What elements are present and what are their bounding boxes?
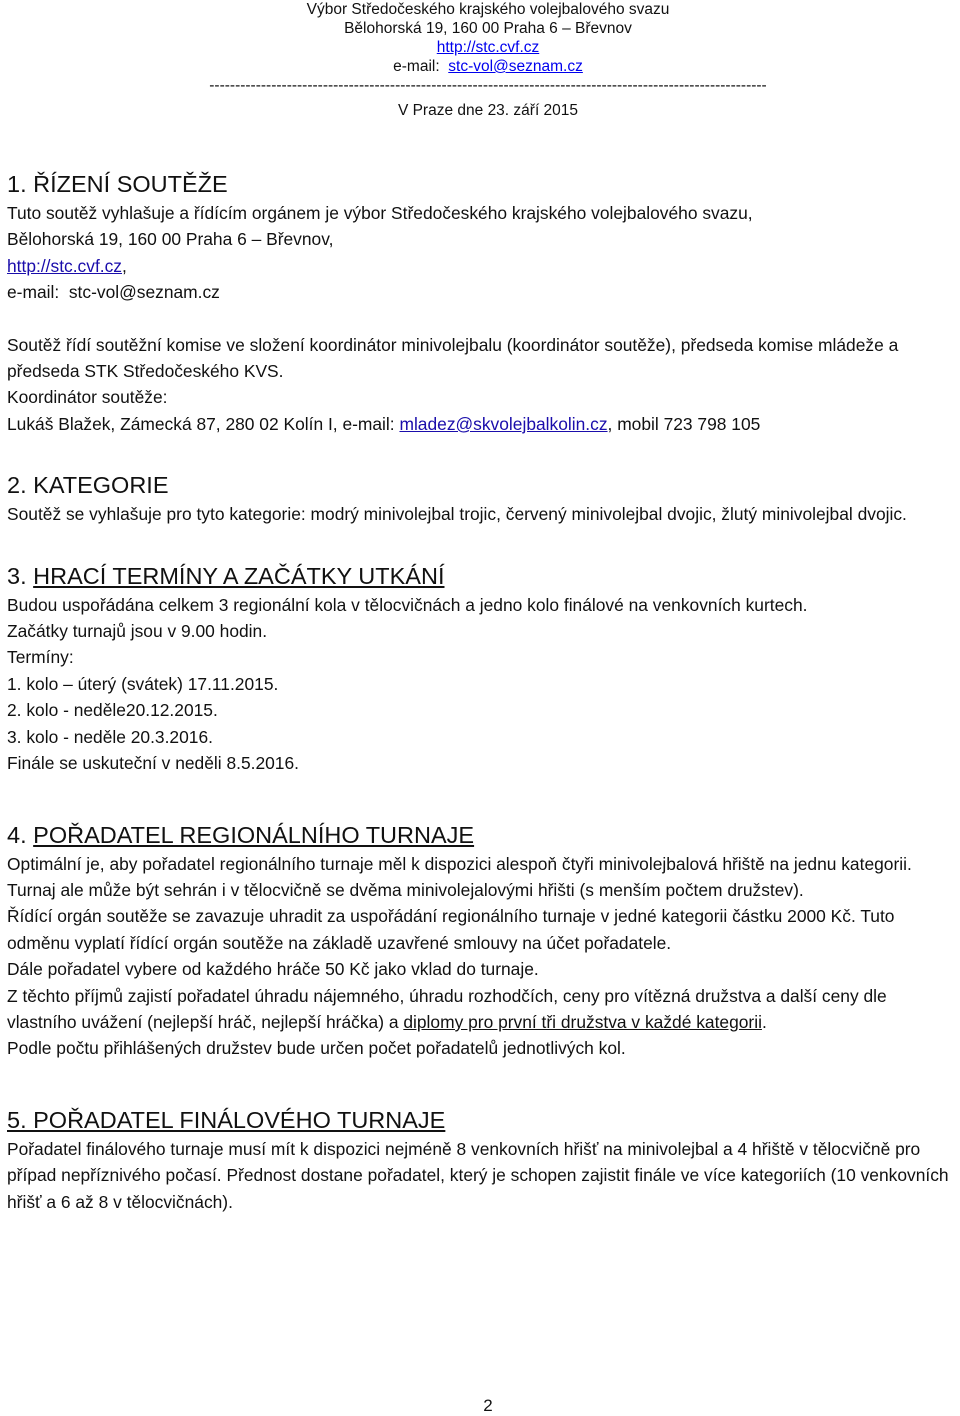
s3-term-final: Finále se uskuteční v neděli 8.5.2016. [7, 753, 299, 774]
s2-text: Soutěž se vyhlašuje pro tyto kategorie: modrý minivolejbal trojic, červený minivolejbal dvojic, žlutý minivolejbal dvojic. [7, 504, 907, 525]
section-4-heading: 4. POŘADATEL REGIONÁLNÍHO TURNAJE [7, 821, 475, 848]
s3-term-2: 2. kolo - neděle20.12.2015. [7, 700, 218, 721]
document-body: 1. ŘÍZENÍ SOUTĚŽE Tuto soutěž vyhlašuje a řídícím orgánem je výbor Středočeského krajského volejbalového svazu, Bělohorská 19, 160 00 Praha 6 – Břevnov, http://stc.cvf.cz, e-mail: stc-vol@seznam.cz Soutěž řídí soutěžní komise ve složení koordinátor minivolejbalu (koordinátor soutěže), předseda komise mládeže a předseda STK Středočeského KVS. Koordinátor soutěže: Lukáš Blažek, Zámecká 87, 280 02 Kolín I, e-mail: mladez@skvolejbalkolin.cz, mobil 723 798 105 2. KATEGORIE Soutěž se vyhlašuje pro tyto kategorie: modrý minivolejbal trojic, červený minivolejbal dvojic, žlutý minivolejbal dvojic. 3. HRACÍ TERMÍNY A ZAČÁTKY UTKÁNÍ Budou uspořádána celkem 3 regionální kola v tělocvičnách a jedno kolo finálové na venkovních kurtech. Začátky turnajů jsou v 9.00 hodin. Termíny: 1. kolo – úterý (svátek) 17.11.2015. 2. kolo - neděle20.12.2015. 3. kolo - neděle 20.3.2016. Finále se uskuteční v neděli 8.5.2016. 4. POŘADATEL REGIONÁLNÍHO TURNAJE Optimální je, aby pořadatel regionálního turnaje měl k dispozici alespoň čtyři minivolejbalová hřiště na jednu kategorii. Turnaj ale může být sehrán i v tělocvičně se dvěma minivolejalovými hřišti (s menším počtem družstev). Řídící orgán soutěže se zavazuje uhradit za uspořádání regionálního turnaje v jedné kategorii částku 2000 Kč. Tuto odměnu vyplatí řídící orgán soutěže na základě uzavřené smlouvy na účet pořadatele. Dále pořadatel vybere od každého hráče 50 Kč jako vklad do turnaje. Z těchto příjmů zajistí pořadatel úhradu nájemného, úhradu rozhodčích, ceny pro vítězná družstva a další ceny dle vlastního uvážení (nejlepší hráč, nejlepší hráčka) a diplomy pro první tři družstva v každé kategorii. Podle počtu přihlášených družstev bude určen počet pořadatelů jednotlivých kol. 5. POŘADATEL FINÁLOVÉHO TURNAJE Pořadatel finálového turnaje musí mít k dispozici nejméně 8 venkovních hřišť na minivolejbal a 4 hřiště v tělocvičně pro případ nepříznivého počasí. Přednost dostane pořadatel, který je schopen zajistit finále ve více kategoriích (10 venkovních hřišť a 6 až 8 v tělocvičnách). [7, 168, 957, 1215]
section-5-heading: 5. POŘADATEL FINÁLOVÉHO TURNAJE [7, 1106, 446, 1133]
s4-p1: Optimální je, aby pořadatel regionálního turnaje měl k dispozici alespoň čtyři minivolejbalová hřiště na jednu kategorii. Turnaj ale může být sehrán i v tělocvičně se dvěma minivolejalovými hřišti (s menším počtem družstev). [7, 853, 912, 900]
s1-coord-label: Koordinátor soutěže: [7, 387, 168, 408]
letter-date: V Praze dne 23. září 2015 [397, 102, 579, 119]
s4-p4: Z těchto příjmů zajistí pořadatel úhradu nájemného, úhradu rozhodčích, ceny pro vítězná družstva a další ceny dle vlastního uvážení (nejlepší hráč, nejlepší hráčka) a diplomy pro první tři družstva v každé kategorii. [7, 985, 887, 1032]
org-web-link[interactable]: http://stc.cvf.cz [436, 39, 540, 56]
section-3-heading: 3. HRACÍ TERMÍNY A ZAČÁTKY UTKÁNÍ [7, 562, 445, 589]
section-1-heading: 1. ŘÍZENÍ SOUTĚŽE [7, 171, 228, 197]
s4-p3: Dále pořadatel vybere od každého hráče 50 Kč jako vklad do turnaje. [7, 959, 539, 980]
s5-p1: Pořadatel finálového turnaje musí mít k dispozici nejméně 8 venkovních hřišť na minivolejbal a 4 hřiště v tělocvičně pro případ nepříznivého počasí. Přednost dostane pořadatel, který je schopen zajistit finále ve více kategoriích (10 venkovních hřišť a 6 až 8 v tělocvičnách). [7, 1138, 949, 1212]
s3-terms-label: Termíny: [7, 647, 74, 668]
s4-p5: Podle počtu přihlášených družstev bude určen počet pořadatelů jednotlivých kol. [7, 1038, 626, 1059]
s1-web-link[interactable]: http://stc.cvf.cz [7, 255, 123, 276]
s1-line2: Bělohorská 19, 160 00 Praha 6 – Břevnov, [7, 229, 334, 250]
s1-email: stc-vol@seznam.cz [68, 282, 220, 303]
s3-term-1: 1. kolo – úterý (svátek) 17.11.2015. [7, 673, 279, 694]
section-2-heading: 2. KATEGORIE [7, 472, 169, 499]
org-address: Bělohorská 19, 160 00 Praha 6 – Břevnov [344, 20, 632, 37]
s3-line2: Začátky turnajů jsou v 9.00 hodin. [7, 621, 268, 642]
s1-line1: Tuto soutěž vyhlašuje a řídícím orgánem je výbor Středočeského krajského volejbalového svazu, [7, 203, 753, 223]
s3-term-3: 3. kolo - neděle 20.3.2016. [7, 726, 213, 747]
org-email-link[interactable]: stc-vol@seznam.cz [448, 58, 583, 75]
header-separator: ------------------------------------------------------------------------------------------------------------ [209, 77, 767, 94]
s3-line1: Budou uspořádána celkem 3 regionální kola v tělocvičnách a jedno kolo finálové na venkovních kurtech. [7, 594, 808, 615]
s1-para2: Soutěž řídí soutěžní komise ve složení koordinátor minivolejbalu (koordinátor soutěže), předseda komise mládeže a předseda STK Středočeského KVS. [7, 334, 899, 382]
page-number: 2 [483, 1396, 493, 1415]
org-name: Výbor Středočeského krajského volejbalového svazu [306, 1, 670, 18]
s1-coord-line: Lukáš Blažek, Zámecká 87, 280 02 Kolín I, e-mail: mladez@skvolejbalkolin.cz, mobil 723 798 105 [7, 413, 761, 434]
letterhead [0, 0, 960, 120]
coord-email-link[interactable]: mladez@skvolejbalkolin.cz [399, 413, 608, 434]
org-email-label: e-mail: [393, 58, 440, 75]
s4-p2: Řídící orgán soutěže se zavazuje uhradit za uspořádání regionálního turnaje v jedné kategorii částku 2000 Kč. Tuto odměnu vyplatí řídící orgán soutěže na základě uzavřené smlouvy na účet pořadatele. [7, 906, 895, 953]
